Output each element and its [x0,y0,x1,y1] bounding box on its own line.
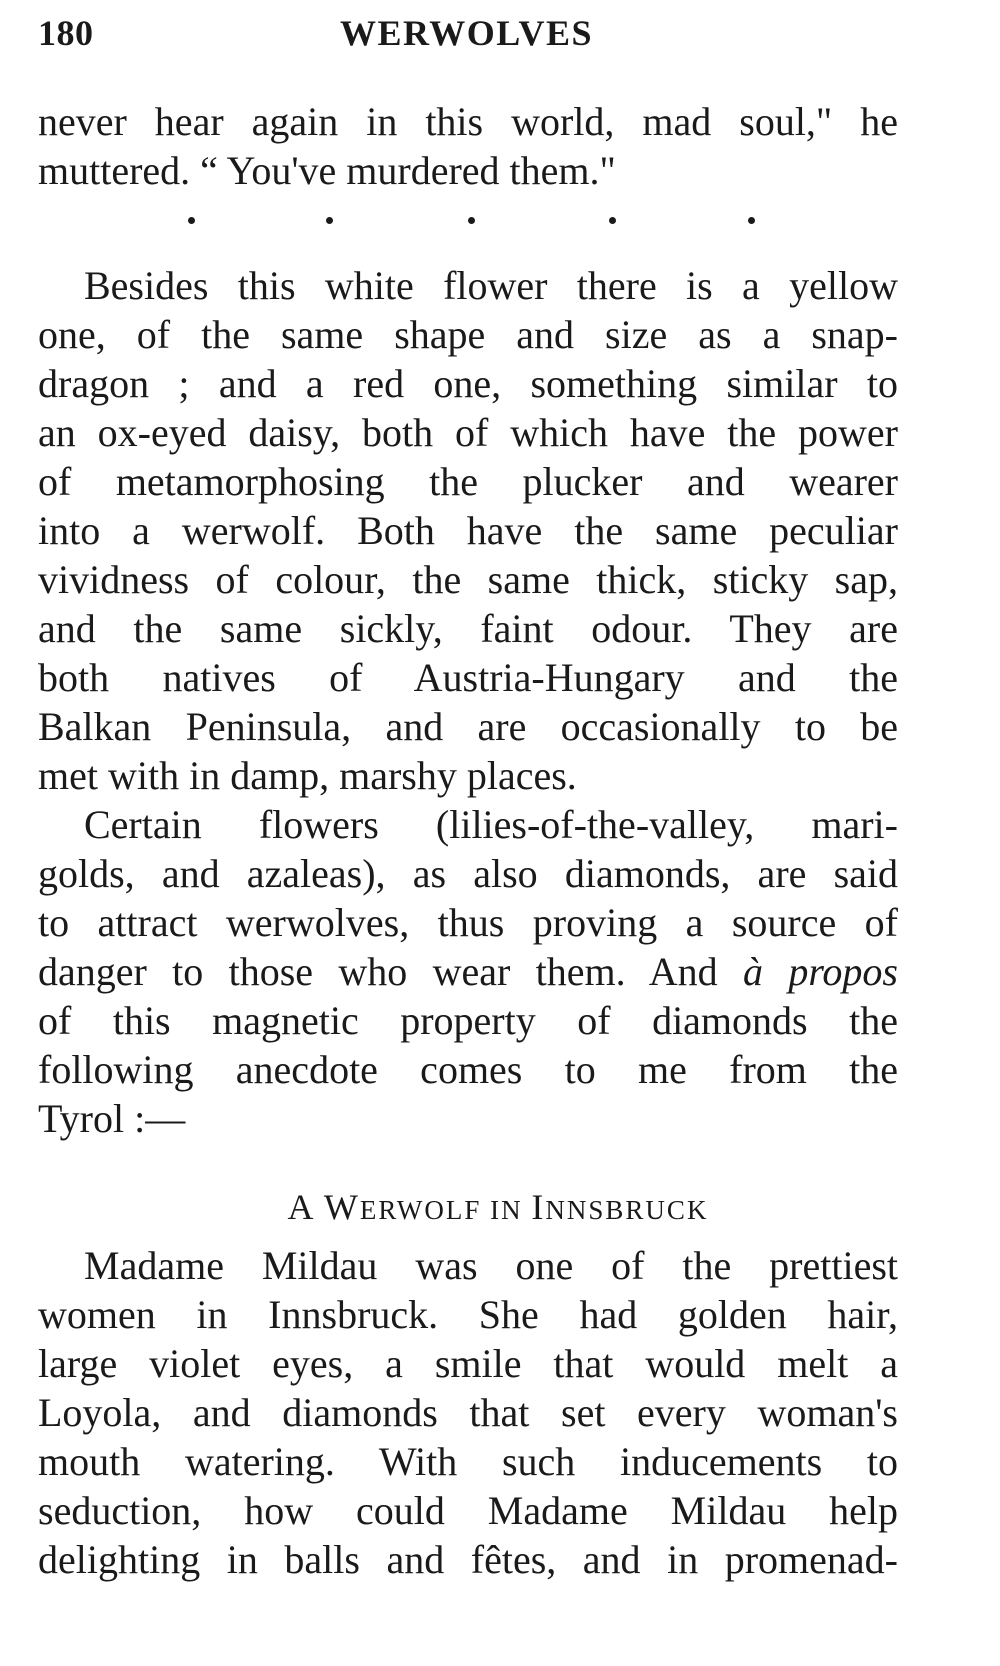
dot [188,217,195,224]
text-line: Madame Mildau was one of the prettiest [84,1243,898,1288]
section-break-dots [38,197,898,247]
heading-smallcaps: ERWOLF [359,1195,482,1225]
text-line: muttered. “ You've murdered them." [38,148,616,193]
dot [326,217,333,224]
text-line: dragon ; and a red one, something similar to [38,361,898,406]
text-line: golds, and azaleas), as also diamonds, are said [38,851,898,896]
running-head [38,0,898,70]
text-line: of metamorphosing the plucker and wearer [38,459,898,504]
text-line: and the same sickly, faint odour. They are [38,606,898,651]
paragraph-flowers [38,261,898,800]
text-line: one, of the same shape and size as a snap- [38,312,898,357]
text-line: large violet eyes, a smile that would melt a [38,1341,898,1386]
text-line: met with in damp, marshy places. [38,753,577,798]
text-line: of this magnetic property of diamonds the [38,998,898,1043]
text-line-with-italic [38,947,898,996]
text-line: seduction, how could Madame Mildau help [38,1488,898,1533]
text-line: Besides this white flower there is a yellow [84,263,898,308]
heading-smallcaps: IN [481,1195,532,1225]
paragraph-madame-mildau [38,1241,898,1584]
heading-smallcaps: NNSBRUCK [545,1195,709,1225]
text-segment: danger to those who wear them. And [38,949,744,994]
text-line: vividness of colour, the same thick, sticky sap, [38,557,898,602]
page-number: 180 [38,13,94,53]
text-line: never hear again in this world, mad soul," he [38,99,898,144]
text-line: mouth watering. With such inducements to [38,1439,898,1484]
dot [609,217,616,224]
text-line: to attract werwolves, thus proving a source of [38,900,898,945]
text-line: both natives of Austria-Hungary and the [38,655,898,700]
text-line: Balkan Peninsula, and are occasionally to be [38,704,898,749]
text-line: Tyrol :— [38,1096,186,1141]
text-line: Loyola, and diamonds that set every woman's [38,1390,898,1435]
section-heading [38,1177,898,1237]
text-line: into a werwolf. Both have the same peculiar [38,508,898,553]
italic-phrase: à propos [743,949,899,994]
text-line: following anecdote comes to me from the [38,1047,898,1092]
continued-paragraph [38,97,898,195]
dot [468,217,475,224]
paragraph-diamonds [38,800,898,1143]
heading-segment: A W [287,1187,360,1227]
text-line: women in Innsbruck. She had golden hair, [38,1292,898,1337]
text-line: Certain flowers (lilies-of-the-valley, mari- [84,802,898,847]
text-line: delighting in balls and fêtes, and in promenad- [38,1537,898,1582]
book-page [38,0,898,1584]
dot [748,217,755,224]
running-title: WERWOLVES [340,13,593,53]
text-line: an ox-eyed daisy, both of which have the power [38,410,898,455]
heading-segment: I [531,1187,546,1227]
